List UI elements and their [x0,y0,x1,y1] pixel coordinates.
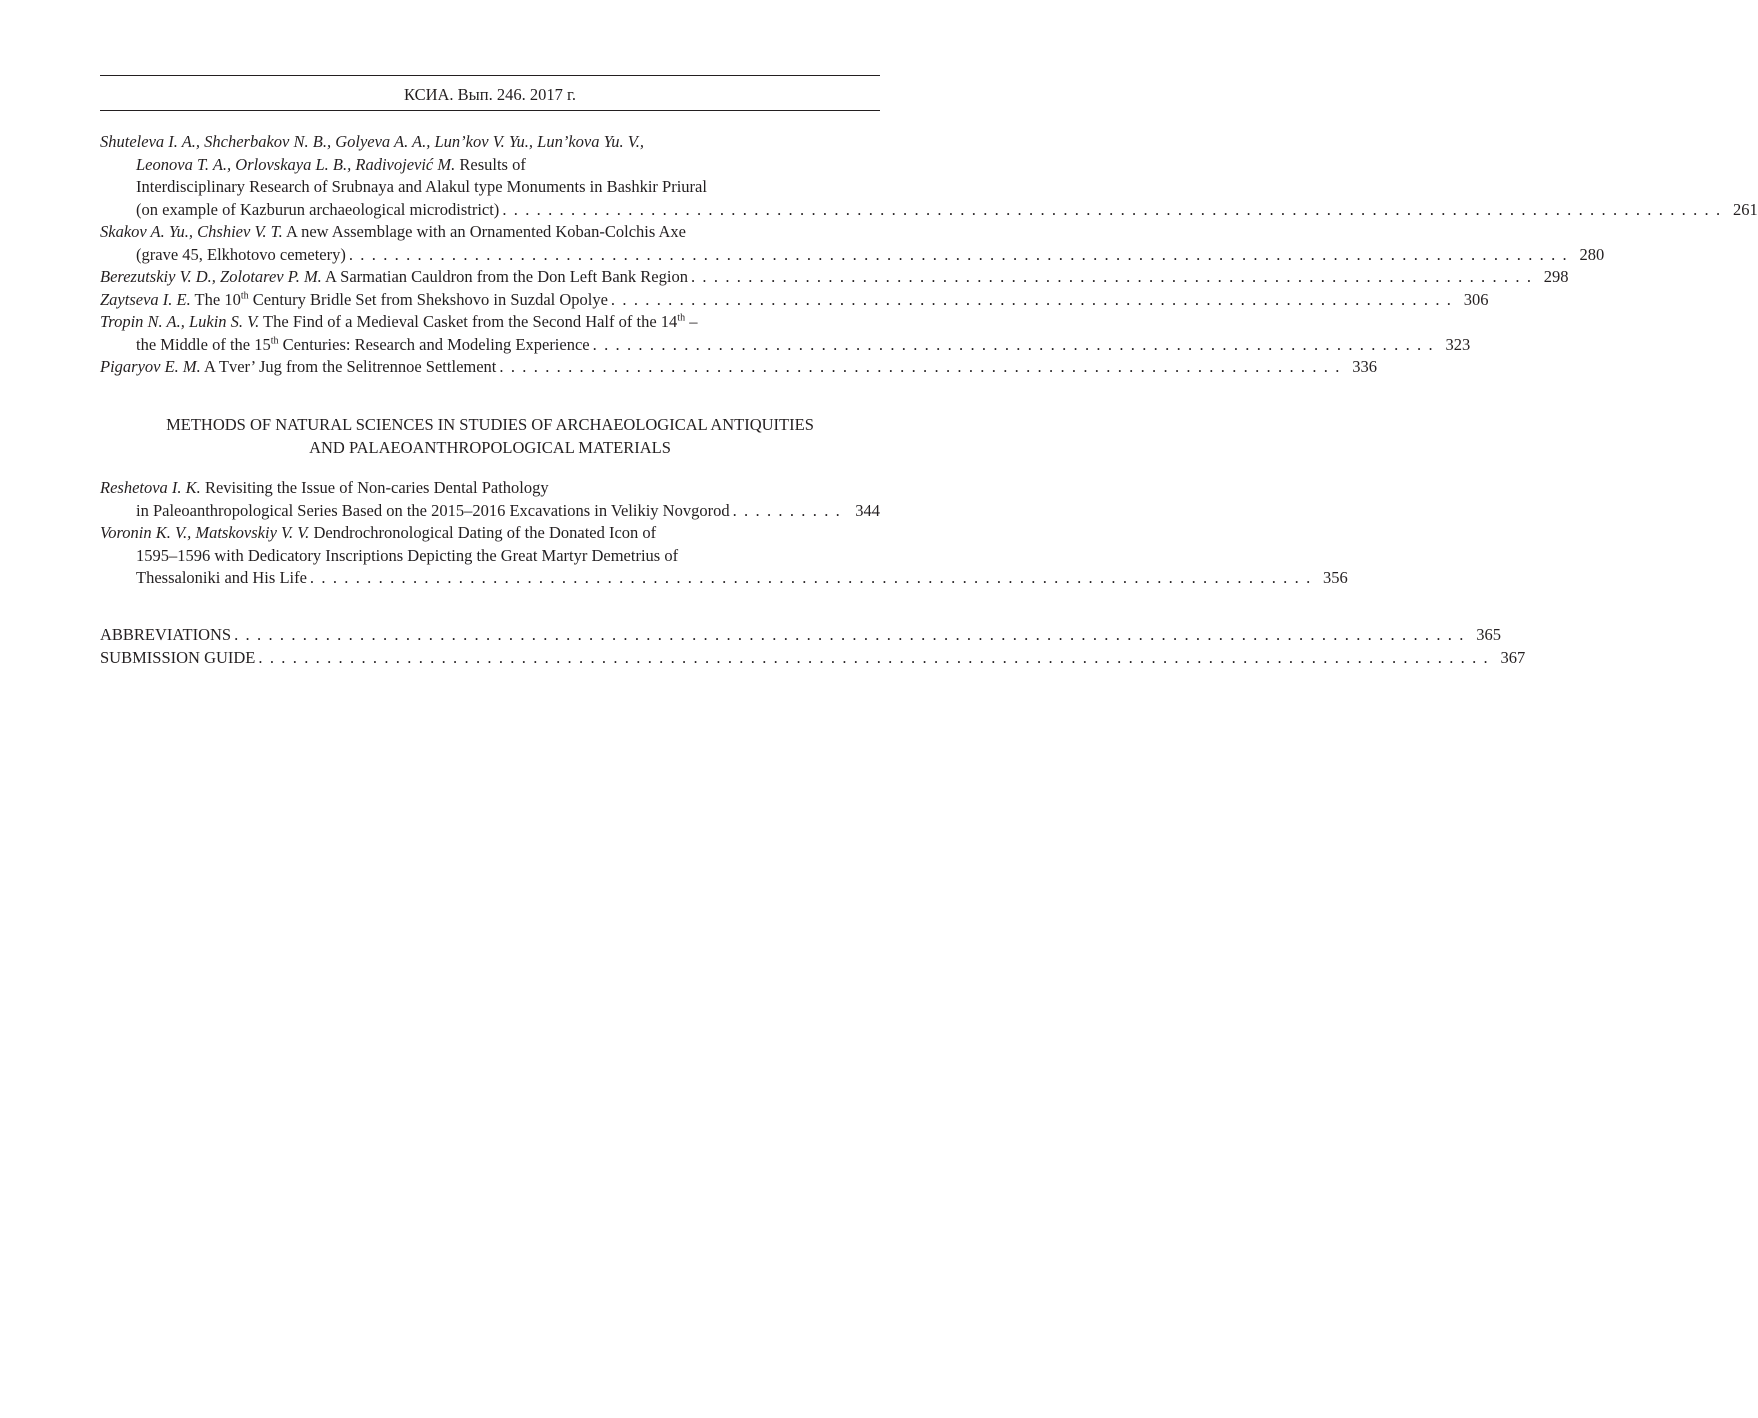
toc-entry-pigaryov [100,356,1377,379]
entry-authors: Skakov A. Yu., Chshiev V. T. [100,222,283,241]
entry-title: (grave 45, Elkhotovo cemetery) [136,244,346,264]
entry-authors: Voronin K. V., Matskovskiy V. V. [100,523,310,542]
entry-title: Centuries: Research and Modeling Experience [278,334,590,354]
entry-title: A Sarmatian Cauldron from the Don Left Bank Region [321,267,688,286]
toc-entry-reshetova [100,477,880,522]
toc-entry-skakov [100,221,1605,266]
toc-entry-tropin [100,311,1471,356]
dot-leader: . . . . . . . . . . . . . . . . . . . . . . . . . . . . . . . . . . . . . . . . . . . . . . . . . . . . . . . . . . . . . . . . . . . . . . . . . . [610,289,1453,309]
entry-page-number: 336 [1352,357,1377,376]
entry-title: SUBMISSION GUIDE [100,647,256,667]
toc-entry-abbreviations [100,624,1501,647]
entry-title: Thessaloniki and His Life [136,568,307,587]
entry-title: The Find of a Medieval Casket from the Second Half of the 14 [259,312,678,331]
entry-title: Interdisciplinary Research of Srubnaya and Alakul type Monuments in Bashkir Priural [136,177,707,196]
entry-authors: Berezutskiy V. D., Zolotarev P. M. [100,267,322,286]
toc-entry-berezutskiy [100,266,1569,289]
entry-page-number: 367 [1500,647,1526,667]
section-heading [100,413,880,459]
entry-title: (on example of Kazburun archaeological microdistrict) [136,199,500,219]
entry-authors: Pigaryov E. M. [100,357,201,376]
toc-part-1 [100,131,1758,379]
dot-leader: . . . . . . . . . . . . . . . . . . . . . . . . . . . . . . . . . . . . . . . . . . . . . . . . . . . . . . . . . . . . . . . . . . . . . . . . . . . . . . . . . . . . . . . . . . . . . . . . . . . . . . . . . . . [348,244,1569,264]
entry-page-number: 365 [1476,625,1501,644]
dot-leader: . . . . . . . . . . . . . . . . . . . . . . . . . . . . . . . . . . . . . . . . . . . . . . . . . . . . . . . . . . . . . . . . . . . . . . . . . . . . . . . . . . . . . . . . [309,568,1312,587]
superscript: th [270,335,279,346]
dot-leader: . . . . . . . . . . [732,500,842,520]
toc-back-matter [100,624,1526,669]
entry-authors: Reshetova I. K. [100,478,201,497]
entry-page-number: 323 [1445,334,1471,354]
dot-leader: . . . . . . . . . . . . . . . . . . . . . . . . . . . . . . . . . . . . . . . . . . . . . . . . . . . . . . . . . . . . . . . . . . . . . . . . . . [690,267,1533,286]
entry-authors: Leonova T. A., Orlovskaya L. B., Radivojević M. [136,154,456,174]
dot-leader: . . . . . . . . . . . . . . . . . . . . . . . . . . . . . . . . . . . . . . . . . . . . . . . . . . . . . . . . . . . . . . . . . . . . . . . . . . . . . . . . . . . . . . . . . . . . . . . . . . . . . . . . . . . . [234,625,1465,644]
entry-title: 1595–1596 with Dedicatory Inscriptions Depicting the Great Martyr Demetrius of [136,545,679,565]
running-header: КСИА. Вып. 246. 2017 г. [403,85,576,104]
entry-title: Results of [455,154,526,174]
toc-entry-voronin [100,522,1348,590]
dot-leader: . . . . . . . . . . . . . . . . . . . . . . . . . . . . . . . . . . . . . . . . . . . . . . . . . . . . . . . . . . . . . . . . . . . . . . . . . . . . . . . . . . . . . . . . . . . . . . . . . . . . . . . . . . . [502,199,1722,219]
entry-authors: Shuteleva I. A., Shcherbakov N. B., Golyeva A. A., Lun’kov V. Yu., Lun’kova Yu. V., [100,132,644,151]
superscript: th [677,312,686,324]
entry-page-number: 280 [1579,244,1605,264]
entry-title: ABBREVIATIONS [100,625,232,644]
entry-title: in Paleoanthropological Series Based on the 2015–2016 Excavations in Velikiy Novgorod [136,500,730,520]
superscript: th [240,290,249,301]
entry-page-number: 298 [1543,267,1569,286]
entry-title: Dendrochronological Dating of the Donated Icon of [309,523,657,542]
entry-authors: Zaytseva I. E. [100,289,191,309]
entry-title: Century Bridle Set from Shekshovo in Suzdal Opolye [248,289,608,309]
toc-part-2 [100,477,1348,590]
entry-page-number: 356 [1323,568,1348,587]
section-heading-line: AND PALAEOANTHROPOLOGICAL MATERIALS [309,438,671,457]
entry-title: A new Assemblage with an Ornamented Koban-Colchis Axe [282,222,686,241]
toc-entry-zaytseva [100,289,1489,312]
header-top-rule [100,75,880,76]
toc-entry-shuteleva [100,131,1758,221]
dot-leader: . . . . . . . . . . . . . . . . . . . . . . . . . . . . . . . . . . . . . . . . . . . . . . . . . . . . . . . . . . . . . . . . . . . . . . . . . . . . . . . . . . . . . . . . . . . . . . . . . . . . . . . . . . . . [258,647,1490,667]
entry-authors: Tropin N. A., Lukin S. V. [100,312,260,331]
toc-entry-submission-guide [100,647,1526,670]
entry-page-number: 344 [855,500,880,520]
section-heading-line: METHODS OF NATURAL SCIENCES IN STUDIES OF ARCHAEOLOGICAL ANTIQUITIES [166,415,814,434]
dot-leader: . . . . . . . . . . . . . . . . . . . . . . . . . . . . . . . . . . . . . . . . . . . . . . . . . . . . . . . . . . . . . . . . . . . . . . . . . . [499,357,1341,376]
entry-title: – [685,312,698,331]
entry-page-number: 306 [1463,289,1489,309]
entry-title: the Middle of the 15 [136,334,271,354]
entry-title: The 10 [190,289,241,309]
entry-title: Revisiting the Issue of Non-caries Dental Pathology [200,478,549,497]
entry-page-number: 261 [1733,199,1758,219]
dot-leader: . . . . . . . . . . . . . . . . . . . . . . . . . . . . . . . . . . . . . . . . . . . . . . . . . . . . . . . . . . . . . . . . . . . . . . . . . . [592,334,1435,354]
entry-title: A Tver’ Jug from the Selitrennoe Settlement [200,357,497,376]
header-bottom-rule [100,110,880,111]
